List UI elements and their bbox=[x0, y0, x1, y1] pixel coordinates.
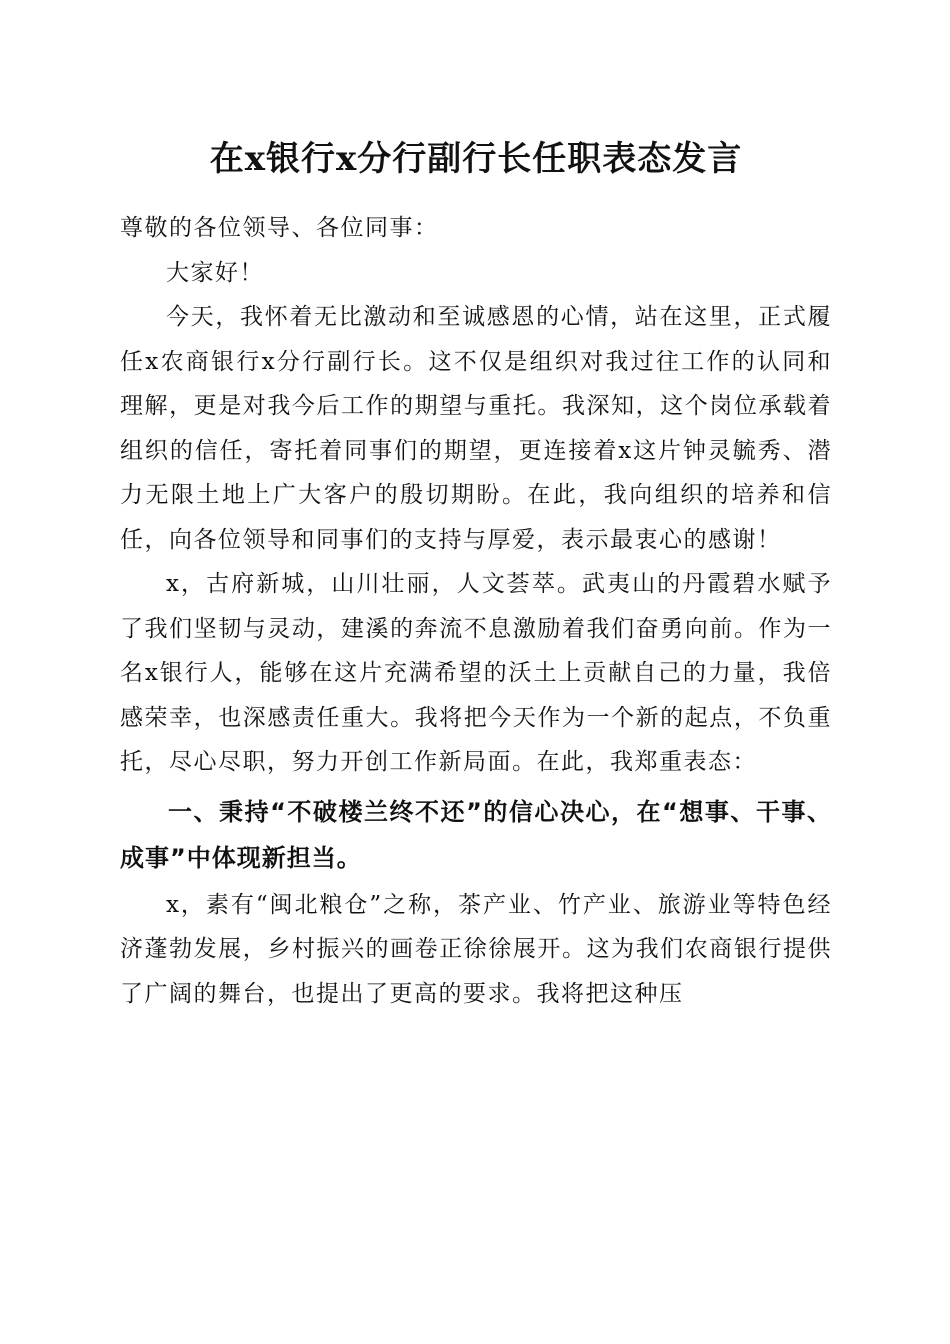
paragraph-pledge-intro: x，古府新城，山川壮丽，人文荟萃。武夷山的丹霞碧水赋予了我们坚韧与灵动，建溪的奔流不息激励着我们奋勇向前。作为一名x银行人，能够在这片充满希望的沃土上贡献自己的力量，我倍感荣幸，也深感责任重大。我将把今天作为一个新的起点，不负重托，尽心尽职，努力开创工作新局面。在此，我郑重表态： bbox=[120, 571, 832, 775]
document-body bbox=[120, 206, 832, 1016]
document-title: 在x银行x分行副行长任职表态发言 bbox=[209, 139, 743, 179]
section-heading-1: 一、秉持“不破楼兰终不还”的信心决心，在“想事、干事、成事”中体现新担当。 bbox=[120, 797, 832, 872]
greeting: 大家好！ bbox=[166, 259, 264, 286]
paragraph-gratitude: 今天，我怀着无比激动和至诚感恩的心情，站在这里，正式履任x农商银行x分行副行长。这不仅是组织对我过往工作的认同和理解，更是对我今后工作的期望与重托。我深知，这个岗位承载着组织的信任，寄托着同事们的期望，更连接着x这片钟灵毓秀、潜力无限土地上广大客户的殷切期盼。在此，我向组织的培养和信任，向各位领导和同事们的支持与厚爱，表示最衷心的感谢！ bbox=[120, 304, 832, 553]
paragraph-section-1: x，素有“闽北粮仓”之称，茶产业、竹产业、旅游业等特色经济蓬勃发展，乡村振兴的画卷正徐徐展开。这为我们农商银行提供了广阔的舞台，也提出了更高的要求。我将把这种压 bbox=[120, 891, 832, 1007]
salutation: 尊敬的各位领导、各位同事： bbox=[120, 215, 439, 241]
